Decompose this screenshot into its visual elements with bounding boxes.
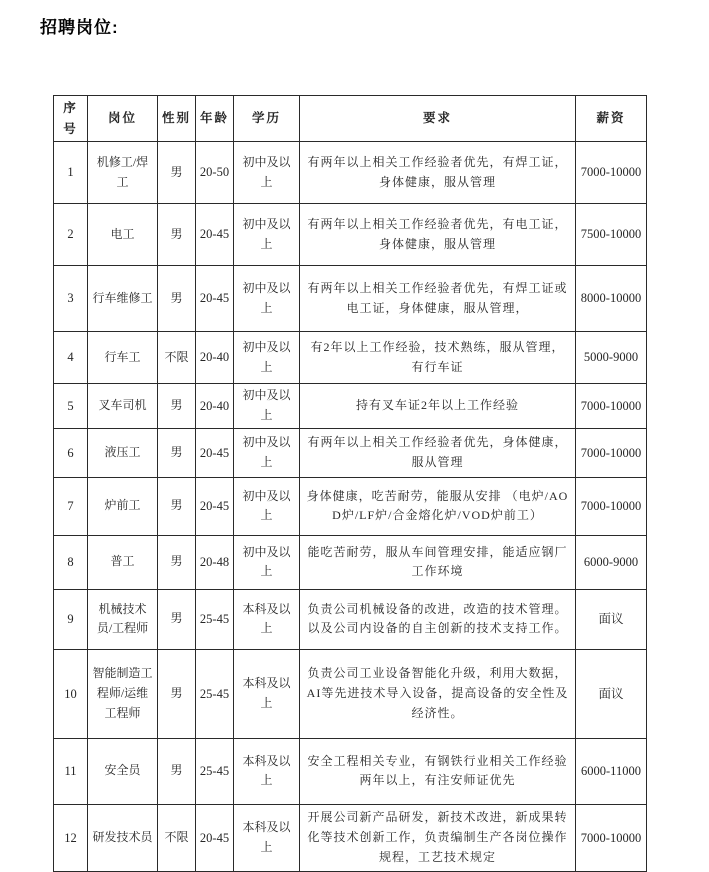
cell-gender: 不限 [158,804,196,871]
cell-age: 25-45 [196,738,234,804]
cell-position: 普工 [88,535,158,589]
table-row [54,384,647,429]
cell-index: 10 [54,649,88,738]
cell-position: 炉前工 [88,477,158,535]
cell-index: 2 [54,204,88,266]
column-header-index: 序号 [54,96,88,142]
cell-age: 25-45 [196,589,234,649]
cell-requirements: 负责公司机械设备的改进，改造的技术管理。以及公司内设备的自主创新的技术支持工作。 [300,589,576,649]
table-row [54,204,647,266]
cell-requirements: 负责公司工业设备智能化升级，利用大数据，AI等先进技术导入设备，提高设备的安全性及经济性。 [300,649,576,738]
cell-position: 研发技术员 [88,804,158,871]
cell-education: 初中及以上 [234,428,300,477]
cell-age: 20-45 [196,477,234,535]
cell-index: 8 [54,535,88,589]
cell-education: 初中及以上 [234,332,300,384]
cell-salary: 7000-10000 [576,477,647,535]
cell-position: 电工 [88,204,158,266]
table-row [54,332,647,384]
cell-age: 20-40 [196,332,234,384]
cell-salary: 5000-9000 [576,332,647,384]
cell-index: 7 [54,477,88,535]
cell-position: 行车工 [88,332,158,384]
cell-requirements: 有两年以上相关工作经验者优先，身体健康，服从管理 [300,428,576,477]
cell-requirements: 有两年以上相关工作经验者优先，有焊工证，身体健康，服从管理 [300,142,576,204]
cell-gender: 男 [158,649,196,738]
column-header-age: 年龄 [196,96,234,142]
cell-education: 初中及以上 [234,535,300,589]
cell-gender: 男 [158,384,196,429]
cell-education: 本科及以上 [234,804,300,871]
cell-index: 9 [54,589,88,649]
table-row [54,266,647,332]
cell-position: 机修工/焊工 [88,142,158,204]
cell-requirements: 有2年以上工作经验，技术熟练，服从管理，有行车证 [300,332,576,384]
page-title: 招聘岗位: [40,18,119,37]
table-row [54,649,647,738]
cell-gender: 不限 [158,332,196,384]
cell-position: 安全员 [88,738,158,804]
cell-gender: 男 [158,535,196,589]
table-row [54,804,647,871]
cell-gender: 男 [158,738,196,804]
table-row [54,535,647,589]
cell-gender: 男 [158,204,196,266]
cell-salary: 6000-9000 [576,535,647,589]
cell-index: 11 [54,738,88,804]
table-row [54,477,647,535]
cell-index: 5 [54,384,88,429]
cell-requirements: 安全工程相关专业，有钢铁行业相关工作经验两年以上，有注安师证优先 [300,738,576,804]
cell-requirements: 身体健康，吃苦耐劳，能服从安排 （电炉/AOD炉/LF炉/合金熔化炉/VOD炉前工） [300,477,576,535]
cell-salary: 7000-10000 [576,428,647,477]
cell-salary: 8000-10000 [576,266,647,332]
cell-education: 初中及以上 [234,477,300,535]
cell-education: 本科及以上 [234,649,300,738]
cell-position: 智能制造工程师/运维工程师 [88,649,158,738]
cell-requirements: 持有叉车证2年以上工作经验 [300,384,576,429]
cell-age: 20-45 [196,804,234,871]
cell-education: 初中及以上 [234,384,300,429]
column-header-position: 岗位 [88,96,158,142]
cell-salary: 面议 [576,589,647,649]
cell-age: 20-48 [196,535,234,589]
cell-requirements: 能吃苦耐劳，服从车间管理安排，能适应钢厂工作环境 [300,535,576,589]
table-row [54,142,647,204]
cell-education: 本科及以上 [234,589,300,649]
cell-requirements: 有两年以上相关工作经验者优先，有电工证，身体健康，服从管理 [300,204,576,266]
cell-age: 20-40 [196,384,234,429]
cell-salary: 面议 [576,649,647,738]
cell-position: 机械技术员/工程师 [88,589,158,649]
cell-age: 25-45 [196,649,234,738]
cell-index: 1 [54,142,88,204]
column-header-gender: 性别 [158,96,196,142]
cell-age: 20-45 [196,204,234,266]
table-row [54,428,647,477]
cell-age: 20-50 [196,142,234,204]
cell-salary: 7000-10000 [576,384,647,429]
cell-position: 叉车司机 [88,384,158,429]
cell-index: 3 [54,266,88,332]
cell-education: 初中及以上 [234,142,300,204]
cell-index: 6 [54,428,88,477]
column-header-requirements: 要求 [300,96,576,142]
cell-age: 20-45 [196,428,234,477]
cell-gender: 男 [158,142,196,204]
cell-gender: 男 [158,428,196,477]
cell-salary: 6000-11000 [576,738,647,804]
table-header-row [54,96,647,142]
cell-salary: 7500-10000 [576,204,647,266]
cell-education: 初中及以上 [234,266,300,332]
cell-requirements: 有两年以上相关工作经验者优先，有焊工证或电工证，身体健康，服从管理， [300,266,576,332]
cell-gender: 男 [158,477,196,535]
cell-position: 液压工 [88,428,158,477]
column-header-salary: 薪资 [576,96,647,142]
cell-salary: 7000-10000 [576,142,647,204]
cell-index: 12 [54,804,88,871]
cell-requirements: 开展公司新产品研发，新技术改进，新成果转化等技术创新工作，负责编制生产各岗位操作规程，工艺技术规定 [300,804,576,871]
table-row [54,738,647,804]
cell-salary: 7000-10000 [576,804,647,871]
cell-age: 20-45 [196,266,234,332]
column-header-education: 学历 [234,96,300,142]
cell-education: 初中及以上 [234,204,300,266]
recruitment-table [53,95,647,872]
cell-position: 行车维修工 [88,266,158,332]
cell-gender: 男 [158,589,196,649]
cell-gender: 男 [158,266,196,332]
table-row [54,589,647,649]
cell-index: 4 [54,332,88,384]
cell-education: 本科及以上 [234,738,300,804]
